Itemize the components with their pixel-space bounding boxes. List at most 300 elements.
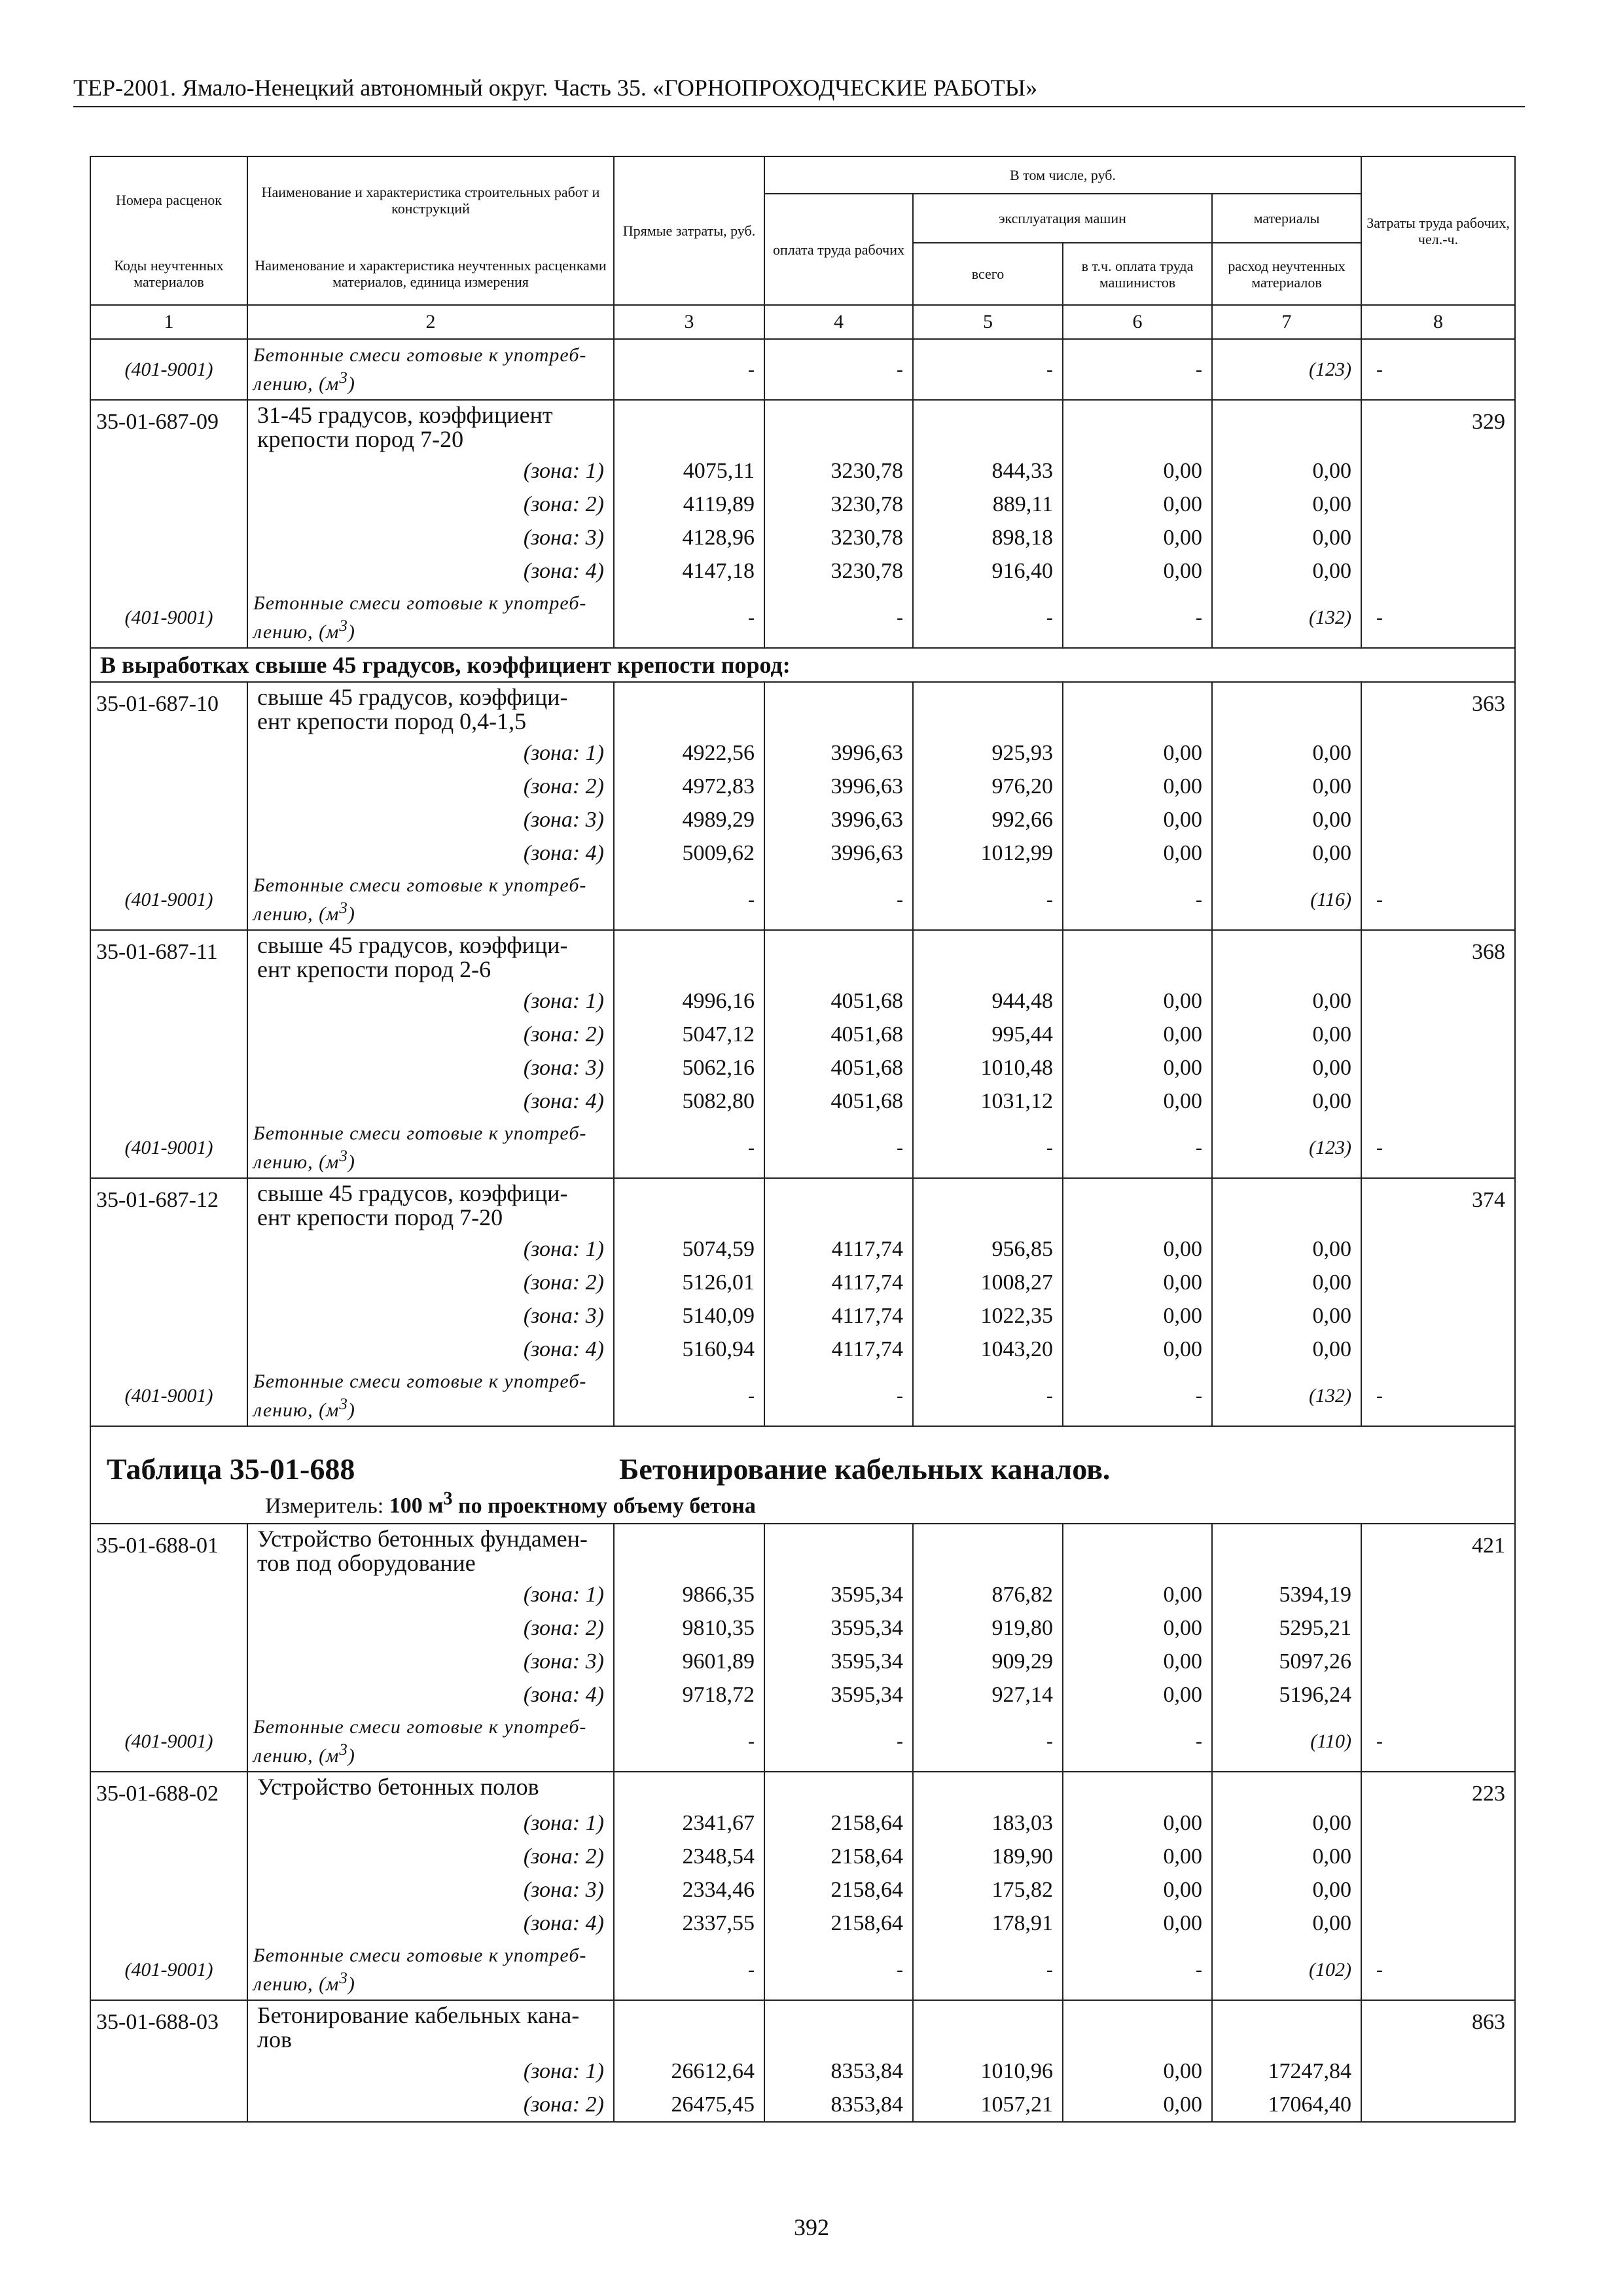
- zone-label: (зона: 1): [247, 984, 614, 1018]
- empty-cell: [1212, 1524, 1361, 1578]
- empty-cell: [913, 2000, 1063, 2054]
- empty-cell: [913, 682, 1063, 736]
- header-machines: эксплуатация машин: [913, 194, 1212, 243]
- header-col1-top: Номера расценок: [90, 156, 247, 243]
- header-group: В том числе, руб.: [764, 156, 1361, 194]
- empty-cell: [1361, 1299, 1515, 1333]
- cost-value: 909,29: [913, 1645, 1063, 1678]
- empty-cell: [1063, 400, 1212, 454]
- cost-value: 5009,62: [614, 836, 764, 870]
- cost-value: 0,00: [1063, 1085, 1212, 1118]
- zone-row: [90, 554, 1515, 588]
- cost-value: 3230,78: [764, 521, 913, 554]
- running-header: ТЕР-2001. Ямало-Ненецкий автономный округ. Часть 35. «ГОРНОПРОХОДЧЕСКИЕ РАБОТЫ»: [73, 75, 1038, 101]
- material-dash: -: [614, 1118, 764, 1178]
- empty-cell: [1212, 682, 1361, 736]
- empty-cell: [90, 1085, 247, 1118]
- material-dash: -: [913, 1366, 1063, 1426]
- cost-value: 898,18: [913, 521, 1063, 554]
- material-name: Бетонные смеси готовые к употреб- лению, $(м^3)$: [247, 1712, 614, 1772]
- empty-cell: [90, 736, 247, 770]
- header-col5: всего: [913, 243, 1063, 305]
- cost-value: 2158,64: [764, 1873, 913, 1907]
- cost-value: 0,00: [1063, 1678, 1212, 1712]
- material-dash: -: [1063, 1712, 1212, 1772]
- header-col6: в т.ч. оплата труда машинистов: [1063, 243, 1212, 305]
- work-name: 31-45 градусов, коэффициент крепости пород 7-20: [247, 400, 614, 454]
- cost-value: 5196,24: [1212, 1678, 1361, 1712]
- empty-cell: [913, 1178, 1063, 1232]
- zone-row: [90, 1907, 1515, 1940]
- zone-row: [90, 454, 1515, 488]
- rate-code: 35-01-687-10: [90, 682, 247, 736]
- material-dash: -: [913, 870, 1063, 930]
- cost-value: 0,00: [1063, 1840, 1212, 1873]
- empty-cell: [90, 1018, 247, 1051]
- cost-value: 3595,34: [764, 1645, 913, 1678]
- cost-value: 0,00: [1212, 1806, 1361, 1840]
- material-dash: -: [1063, 1366, 1212, 1426]
- zone-label: (зона: 2): [247, 1018, 614, 1051]
- work-name: Бетонирование кабельных кана- лов: [247, 2000, 614, 2054]
- zone-row: [90, 1299, 1515, 1333]
- cost-value: 0,00: [1063, 521, 1212, 554]
- material-dash: -: [913, 588, 1063, 648]
- empty-cell: [90, 1611, 247, 1645]
- table-title: Таблица 35-01-688: [107, 1452, 355, 1486]
- empty-cell: [90, 984, 247, 1018]
- empty-cell: [1361, 736, 1515, 770]
- material-dash: -: [1063, 1118, 1212, 1178]
- empty-cell: [764, 400, 913, 454]
- rate-code: 35-01-687-09: [90, 400, 247, 454]
- material-dash: -: [1361, 588, 1515, 648]
- empty-cell: [764, 1772, 913, 1806]
- material-dash: -: [913, 339, 1063, 400]
- zone-row: [90, 488, 1515, 521]
- zone-label: (зона: 3): [247, 1051, 614, 1085]
- cost-value: 9810,35: [614, 1611, 764, 1645]
- cost-value: 3996,63: [764, 836, 913, 870]
- empty-cell: [1361, 1232, 1515, 1266]
- material-dash: -: [1361, 1366, 1515, 1426]
- cost-value: 9866,35: [614, 1578, 764, 1611]
- cost-value: 956,85: [913, 1232, 1063, 1266]
- cost-value: 3595,34: [764, 1578, 913, 1611]
- column-number: 2: [247, 305, 614, 339]
- work-name: свыше 45 градусов, коэффици- ент крепости пород 7-20: [247, 1178, 614, 1232]
- cost-value: 4989,29: [614, 803, 764, 836]
- empty-cell: [1361, 2054, 1515, 2088]
- empty-cell: [1361, 1645, 1515, 1678]
- material-row: [90, 1118, 1515, 1178]
- zone-row: [90, 1840, 1515, 1873]
- material-row: [90, 870, 1515, 930]
- material-row: [90, 588, 1515, 648]
- empty-cell: [614, 1524, 764, 1578]
- material-dash: -: [614, 870, 764, 930]
- cost-value: 5074,59: [614, 1232, 764, 1266]
- empty-cell: [614, 930, 764, 984]
- cost-value: 0,00: [1212, 836, 1361, 870]
- cost-value: 1008,27: [913, 1266, 1063, 1299]
- cost-value: 0,00: [1212, 984, 1361, 1018]
- cost-value: 0,00: [1063, 1611, 1212, 1645]
- empty-cell: [614, 682, 764, 736]
- cost-value: 0,00: [1212, 1085, 1361, 1118]
- material-dash: -: [614, 588, 764, 648]
- empty-cell: [90, 1578, 247, 1611]
- cost-value: 5160,94: [614, 1333, 764, 1366]
- column-number: 6: [1063, 305, 1212, 339]
- cost-value: 1012,99: [913, 836, 1063, 870]
- empty-cell: [90, 1266, 247, 1299]
- labor-cost: 329: [1361, 400, 1515, 454]
- cost-value: 0,00: [1063, 1232, 1212, 1266]
- cost-value: 3595,34: [764, 1611, 913, 1645]
- cost-value: 4972,83: [614, 770, 764, 803]
- rate-block: [90, 1772, 1515, 1806]
- cost-value: 5047,12: [614, 1018, 764, 1051]
- material-dash: -: [614, 1366, 764, 1426]
- empty-cell: [90, 770, 247, 803]
- cost-value: 4996,16: [614, 984, 764, 1018]
- empty-cell: [1361, 803, 1515, 836]
- material-dash: -: [764, 339, 913, 400]
- cost-value: 183,03: [913, 1806, 1063, 1840]
- empty-cell: [1063, 1524, 1212, 1578]
- header-col7: расход неучтенных материалов: [1212, 243, 1361, 305]
- empty-cell: [90, 2054, 247, 2088]
- cost-value: 0,00: [1063, 1018, 1212, 1051]
- header-col2-bottom: Наименование и характеристика неучтенных расценками материалов, единица измерения: [247, 243, 614, 305]
- material-row: [90, 339, 1515, 400]
- empty-cell: [1063, 2000, 1212, 2054]
- empty-cell: [1063, 1178, 1212, 1232]
- cost-value: 0,00: [1063, 1873, 1212, 1907]
- cost-value: 0,00: [1063, 770, 1212, 803]
- empty-cell: [614, 1772, 764, 1806]
- zone-label: (зона: 4): [247, 1907, 614, 1940]
- work-name: свыше 45 градусов, коэффици- ент крепости пород 0,4-1,5: [247, 682, 614, 736]
- zone-row: [90, 1678, 1515, 1712]
- zone-row: [90, 2088, 1515, 2122]
- cost-value: 3230,78: [764, 488, 913, 521]
- cost-value: 4075,11: [614, 454, 764, 488]
- cost-value: 844,33: [913, 454, 1063, 488]
- empty-cell: [913, 1772, 1063, 1806]
- rate-code: 35-01-688-03: [90, 2000, 247, 2054]
- empty-cell: [1361, 770, 1515, 803]
- rate-code: 35-01-688-01: [90, 1524, 247, 1578]
- header-rule: [73, 106, 1525, 107]
- material-dash: -: [764, 1940, 913, 2000]
- material-name: Бетонные смеси готовые к употреб- лению, $(м^3)$: [247, 870, 614, 930]
- empty-cell: [90, 1806, 247, 1840]
- cost-value: 0,00: [1063, 488, 1212, 521]
- cost-value: 1057,21: [913, 2088, 1063, 2122]
- cost-value: 17247,84: [1212, 2054, 1361, 2088]
- column-number: 7: [1212, 305, 1361, 339]
- material-code: (401-9001): [90, 1940, 247, 2000]
- material-name: Бетонные смеси готовые к употреб- лению, $(м^3)$: [247, 339, 614, 400]
- header-col4: оплата труда рабочих: [764, 194, 913, 305]
- cost-value: 5126,01: [614, 1266, 764, 1299]
- empty-cell: [614, 2000, 764, 2054]
- empty-cell: [90, 488, 247, 521]
- empty-cell: [1361, 454, 1515, 488]
- column-number: 8: [1361, 305, 1515, 339]
- section-header-row: [90, 648, 1515, 682]
- rate-code: 35-01-688-02: [90, 1772, 247, 1806]
- material-dash: -: [1361, 1118, 1515, 1178]
- cost-value: 0,00: [1212, 1907, 1361, 1940]
- cost-value: 0,00: [1063, 1051, 1212, 1085]
- cost-value: 919,80: [913, 1611, 1063, 1645]
- zone-label: (зона: 3): [247, 1645, 614, 1678]
- material-qty: (132): [1212, 588, 1361, 648]
- cost-value: 2158,64: [764, 1907, 913, 1940]
- cost-value: 0,00: [1063, 2054, 1212, 2088]
- material-dash: -: [1063, 870, 1212, 930]
- cost-value: 4117,74: [764, 1266, 913, 1299]
- empty-cell: [913, 930, 1063, 984]
- cost-value: 944,48: [913, 984, 1063, 1018]
- empty-cell: [764, 930, 913, 984]
- empty-cell: [90, 836, 247, 870]
- cost-value: 0,00: [1063, 1907, 1212, 1940]
- cost-value: 0,00: [1212, 554, 1361, 588]
- column-number: 5: [913, 305, 1063, 339]
- rate-block: [90, 400, 1515, 454]
- material-code: (401-9001): [90, 1366, 247, 1426]
- empty-cell: [1361, 984, 1515, 1018]
- zone-label: (зона: 1): [247, 1578, 614, 1611]
- zone-label: (зона: 1): [247, 454, 614, 488]
- zone-label: (зона: 3): [247, 803, 614, 836]
- cost-value: 0,00: [1212, 803, 1361, 836]
- zone-label: (зона: 1): [247, 1806, 614, 1840]
- material-name: Бетонные смеси готовые к употреб- лению, $(м^3)$: [247, 1940, 614, 2000]
- material-dash: -: [1063, 1940, 1212, 2000]
- rate-block: [90, 930, 1515, 984]
- cost-value: 0,00: [1063, 554, 1212, 588]
- zone-label: (зона: 4): [247, 554, 614, 588]
- material-dash: -: [614, 1712, 764, 1772]
- column-number: 3: [614, 305, 764, 339]
- zone-row: [90, 1232, 1515, 1266]
- material-dash: -: [1361, 339, 1515, 400]
- material-code: (401-9001): [90, 339, 247, 400]
- zone-label: (зона: 2): [247, 770, 614, 803]
- material-dash: -: [614, 339, 764, 400]
- work-name: свыше 45 градусов, коэффици- ент крепости пород 2-6: [247, 930, 614, 984]
- material-dash: -: [913, 1712, 1063, 1772]
- cost-value: 1022,35: [913, 1299, 1063, 1333]
- cost-value: 8353,84: [764, 2088, 913, 2122]
- work-name: Устройство бетонных фундамен- тов под оборудование: [247, 1524, 614, 1578]
- empty-cell: [90, 1840, 247, 1873]
- cost-value: 0,00: [1063, 1333, 1212, 1366]
- cost-value: 1010,48: [913, 1051, 1063, 1085]
- cost-value: 0,00: [1212, 770, 1361, 803]
- empty-cell: [1361, 521, 1515, 554]
- material-dash: -: [913, 1118, 1063, 1178]
- zone-row: [90, 1018, 1515, 1051]
- empty-cell: [1361, 836, 1515, 870]
- labor-cost: 368: [1361, 930, 1515, 984]
- labor-cost: 374: [1361, 1178, 1515, 1232]
- empty-cell: [1361, 2088, 1515, 2122]
- empty-cell: [90, 1333, 247, 1366]
- zone-label: (зона: 3): [247, 521, 614, 554]
- zone-row: [90, 1578, 1515, 1611]
- empty-cell: [1361, 1085, 1515, 1118]
- cost-value: 0,00: [1063, 1299, 1212, 1333]
- material-dash: -: [764, 1712, 913, 1772]
- empty-cell: [90, 1907, 247, 1940]
- zone-row: [90, 1051, 1515, 1085]
- empty-cell: [90, 1678, 247, 1712]
- zone-label: (зона: 4): [247, 1678, 614, 1712]
- material-dash: -: [614, 1940, 764, 2000]
- rate-block: [90, 2000, 1515, 2054]
- empty-cell: [90, 1051, 247, 1085]
- material-qty: (123): [1212, 1118, 1361, 1178]
- cost-value: 0,00: [1212, 521, 1361, 554]
- zone-row: [90, 836, 1515, 870]
- column-number-row: [90, 305, 1515, 339]
- empty-cell: [1212, 1772, 1361, 1806]
- cost-value: 0,00: [1212, 1018, 1361, 1051]
- empty-cell: [1361, 488, 1515, 521]
- cost-value: 1010,96: [913, 2054, 1063, 2088]
- cost-value: 8353,84: [764, 2054, 913, 2088]
- cost-value: 26612,64: [614, 2054, 764, 2088]
- cost-value: 0,00: [1212, 454, 1361, 488]
- material-code: (401-9001): [90, 588, 247, 648]
- zone-row: [90, 770, 1515, 803]
- empty-cell: [1212, 1178, 1361, 1232]
- cost-value: 189,90: [913, 1840, 1063, 1873]
- empty-cell: [90, 521, 247, 554]
- zone-row: [90, 984, 1515, 1018]
- cost-value: 4922,56: [614, 736, 764, 770]
- cost-value: 0,00: [1212, 1333, 1361, 1366]
- cost-value: 0,00: [1063, 2088, 1212, 2122]
- zone-row: [90, 1611, 1515, 1645]
- empty-cell: [90, 454, 247, 488]
- zone-label: (зона: 2): [247, 1840, 614, 1873]
- cost-value: 0,00: [1212, 1232, 1361, 1266]
- zone-label: (зона: 4): [247, 1085, 614, 1118]
- cost-value: 4128,96: [614, 521, 764, 554]
- material-dash: -: [913, 1940, 1063, 2000]
- cost-value: 2334,46: [614, 1873, 764, 1907]
- labor-cost: 223: [1361, 1772, 1515, 1806]
- header-col8: Затраты труда рабочих, чел.-ч.: [1361, 156, 1515, 305]
- labor-cost: 863: [1361, 2000, 1515, 2054]
- material-dash: -: [1361, 870, 1515, 930]
- material-dash: -: [764, 1118, 913, 1178]
- cost-value: 0,00: [1063, 736, 1212, 770]
- cost-value: 992,66: [913, 803, 1063, 836]
- zone-row: [90, 2054, 1515, 2088]
- material-dash: -: [764, 588, 913, 648]
- zone-row: [90, 1085, 1515, 1118]
- cost-value: 995,44: [913, 1018, 1063, 1051]
- empty-cell: [1063, 930, 1212, 984]
- cost-value: 4051,68: [764, 1018, 913, 1051]
- cost-value: 2348,54: [614, 1840, 764, 1873]
- material-code: (401-9001): [90, 870, 247, 930]
- cost-value: 3996,63: [764, 770, 913, 803]
- empty-cell: [764, 1178, 913, 1232]
- empty-cell: [1361, 1333, 1515, 1366]
- zone-label: (зона: 1): [247, 2054, 614, 2088]
- cost-value: 5082,80: [614, 1085, 764, 1118]
- cost-value: 9601,89: [614, 1645, 764, 1678]
- material-row: [90, 1366, 1515, 1426]
- empty-cell: [90, 2088, 247, 2122]
- cost-value: 26475,45: [614, 2088, 764, 2122]
- empty-cell: [1361, 1873, 1515, 1907]
- empty-cell: [1361, 1678, 1515, 1712]
- empty-cell: [1361, 1806, 1515, 1840]
- cost-value: 5140,09: [614, 1299, 764, 1333]
- cost-value: 889,11: [913, 488, 1063, 521]
- empty-cell: [90, 803, 247, 836]
- rate-code: 35-01-687-12: [90, 1178, 247, 1232]
- cost-value: 3230,78: [764, 554, 913, 588]
- material-qty: (123): [1212, 339, 1361, 400]
- empty-cell: [90, 1232, 247, 1266]
- empty-cell: [913, 1524, 1063, 1578]
- cost-value: 0,00: [1212, 1873, 1361, 1907]
- cost-value: 0,00: [1063, 803, 1212, 836]
- empty-cell: [1361, 1018, 1515, 1051]
- empty-cell: [1361, 1907, 1515, 1940]
- cost-value: 2341,67: [614, 1806, 764, 1840]
- cost-value: 0,00: [1212, 1051, 1361, 1085]
- cost-value: 0,00: [1063, 454, 1212, 488]
- rate-block: [90, 1524, 1515, 1578]
- zone-label: (зона: 2): [247, 2088, 614, 2122]
- empty-cell: [90, 1299, 247, 1333]
- cost-value: 4051,68: [764, 1085, 913, 1118]
- cost-value: 3996,63: [764, 803, 913, 836]
- cost-value: 0,00: [1063, 984, 1212, 1018]
- material-dash: -: [1361, 1940, 1515, 2000]
- zone-label: (зона: 2): [247, 1266, 614, 1299]
- empty-cell: [764, 2000, 913, 2054]
- cost-value: 925,93: [913, 736, 1063, 770]
- labor-cost: 363: [1361, 682, 1515, 736]
- cost-value: 0,00: [1063, 1266, 1212, 1299]
- rate-block: [90, 1178, 1515, 1232]
- cost-value: 5295,21: [1212, 1611, 1361, 1645]
- material-dash: -: [1063, 588, 1212, 648]
- empty-cell: [90, 1645, 247, 1678]
- empty-cell: [614, 400, 764, 454]
- zone-label: (зона: 4): [247, 1333, 614, 1366]
- zone-row: [90, 1266, 1515, 1299]
- header-col1-bottom: Коды неучтенных материалов: [90, 243, 247, 305]
- cost-value: 0,00: [1063, 1578, 1212, 1611]
- measure-unit: Измеритель: 100 $м^3$ по проектному объему бетона: [265, 1489, 756, 1518]
- cost-value: 927,14: [913, 1678, 1063, 1712]
- zone-row: [90, 1333, 1515, 1366]
